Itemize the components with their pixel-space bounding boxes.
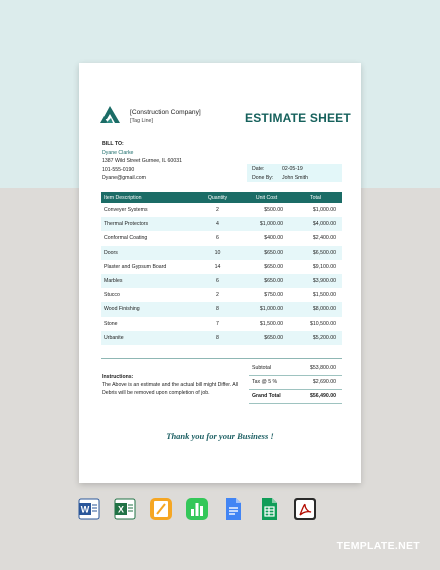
item-description: Marbles	[101, 274, 191, 288]
grand-total-row	[249, 389, 342, 403]
table-row	[101, 231, 342, 245]
customer-phone: 101-555-0190	[102, 166, 135, 173]
numbers-icon[interactable]	[185, 497, 209, 521]
item-quantity: 7	[216, 320, 219, 327]
company-name: [Construction Company]	[130, 109, 201, 116]
subtotal-label: Subtotal	[249, 361, 295, 375]
tax-value: $2,690.00	[295, 375, 342, 389]
item-total: $1,500.00	[312, 292, 336, 299]
item-description: Thermal Protectors	[101, 217, 191, 231]
item-description: Conveyer Systems	[104, 207, 148, 214]
done-by-label: Done By:	[252, 174, 274, 181]
table-row	[101, 246, 342, 260]
table-row	[101, 260, 342, 274]
item-quantity: 2	[216, 292, 219, 299]
item-quantity: 14	[214, 263, 221, 270]
item-total: $4,000.00	[289, 217, 342, 231]
item-unit-cost: $1,500.00	[259, 320, 283, 327]
meta-row-done-by	[247, 173, 342, 182]
item-description: Doors	[101, 246, 191, 260]
table-row	[101, 317, 342, 331]
item-description: Plaster and Gypsum Board	[104, 263, 167, 270]
customer-name: Dyane Clarke	[102, 149, 134, 156]
item-total: $5,200.00	[289, 331, 342, 345]
item-quantity: 6	[216, 235, 219, 242]
done-by-value: John Smith	[282, 174, 308, 181]
table-row	[101, 217, 342, 231]
pdf-icon[interactable]	[293, 497, 317, 521]
brand-suffix: .NET	[394, 540, 420, 552]
bill-to-label: BILL TO:	[102, 141, 124, 147]
svg-text:W: W	[80, 504, 90, 515]
table-row	[101, 274, 342, 288]
pages-icon[interactable]	[149, 497, 173, 521]
column-header: Quantity	[191, 192, 244, 203]
item-total: $6,500.00	[289, 246, 342, 260]
customer-address: 1387 Wild Street Gurnee, IL 60031	[102, 158, 182, 165]
item-description: Stone	[104, 320, 118, 327]
item-unit-cost: $650.00	[244, 246, 289, 260]
bill-to-block	[102, 140, 182, 183]
item-total: $3,900.00	[289, 274, 342, 288]
date-label: Date:	[252, 165, 265, 172]
item-description: Conformal Coating	[104, 235, 148, 242]
table-header-row	[101, 192, 342, 203]
item-total: $2,400.00	[312, 235, 336, 242]
svg-text:X: X	[117, 504, 125, 515]
tax-row	[249, 375, 342, 389]
company-tagline: [Tag Line]	[130, 118, 153, 124]
excel-icon[interactable]	[113, 497, 137, 521]
estimate-meta	[247, 164, 342, 182]
item-unit-cost: $400.00	[264, 235, 283, 242]
item-quantity: 6	[191, 274, 244, 288]
item-unit-cost: $1,000.00	[244, 217, 289, 231]
instructions-label: Instructions:	[102, 374, 134, 380]
item-description: Wood Finishing	[101, 302, 191, 316]
items-table	[101, 192, 342, 345]
item-quantity: 10	[191, 246, 244, 260]
thank-you-note: Thank you for your Business !	[166, 431, 274, 441]
company-logo-icon	[100, 106, 120, 123]
customer-email: Dyane@gmail.com	[102, 175, 146, 182]
item-total: $9,100.00	[312, 263, 336, 270]
template-net-logo	[337, 540, 420, 552]
item-total: $10,500.00	[310, 320, 336, 327]
column-header: Item Description	[101, 192, 191, 203]
table-row	[101, 288, 342, 302]
subtotal-value: $53,800.00	[295, 361, 342, 375]
item-unit-cost: $650.00	[264, 263, 283, 270]
document-title: ESTIMATE SHEET	[245, 111, 351, 125]
estimate-sheet-document	[79, 63, 361, 483]
item-unit-cost: $650.00	[244, 331, 289, 345]
table-row	[101, 331, 342, 345]
tax-label: Tax @ 5 %	[249, 375, 295, 389]
subtotal-row	[249, 361, 342, 375]
brand-name: TEMPLATE	[336, 540, 395, 552]
word-icon[interactable]	[77, 497, 101, 521]
item-unit-cost: $500.00	[264, 207, 283, 214]
item-unit-cost: $750.00	[264, 292, 283, 299]
column-header: Unit Cost	[244, 192, 289, 203]
item-quantity: 4	[191, 217, 244, 231]
item-unit-cost: $650.00	[244, 274, 289, 288]
item-description: Urbanite	[101, 331, 191, 345]
item-quantity: 2	[216, 207, 219, 214]
instructions-text: The Above is an estimate and the actual bill might Differ. All Debris will be removed upon completion of job.	[102, 382, 239, 396]
column-header: Total	[289, 192, 342, 203]
item-quantity: 8	[191, 302, 244, 316]
table-row	[101, 302, 342, 316]
item-description: Stucco	[104, 292, 120, 299]
item-total: $1,000.00	[312, 207, 336, 214]
item-quantity: 8	[191, 331, 244, 345]
google-docs-icon[interactable]	[221, 497, 245, 521]
instructions-block	[102, 373, 242, 397]
divider	[101, 358, 342, 359]
grand-total-value: $56,490.00	[295, 389, 342, 403]
google-sheets-icon[interactable]	[257, 497, 281, 521]
app-format-icons	[77, 497, 317, 521]
item-total: $8,000.00	[289, 302, 342, 316]
totals-table	[249, 361, 342, 404]
table-row	[101, 203, 342, 217]
grand-total-label: Grand Total	[249, 389, 295, 403]
meta-row-date	[247, 164, 342, 173]
item-unit-cost: $1,000.00	[244, 302, 289, 316]
date-value: 02-05-19	[282, 165, 303, 172]
